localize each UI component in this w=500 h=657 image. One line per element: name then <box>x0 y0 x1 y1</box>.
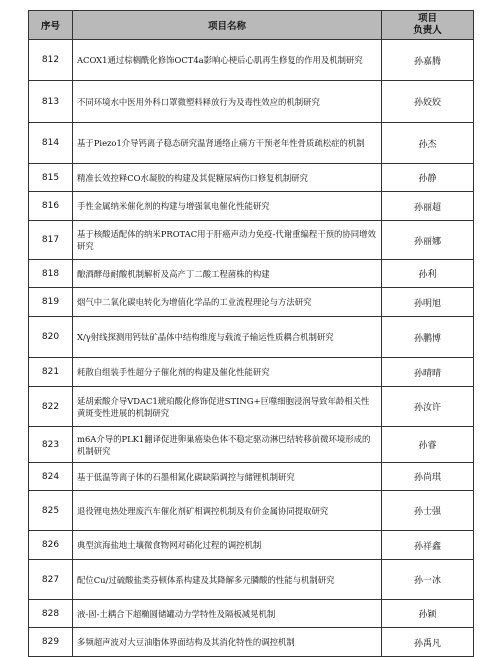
row-lead: 孙士强 <box>382 491 474 531</box>
row-project-name: 耗散自组装手性超分子催化剂的构建及催化性能研究 <box>73 358 382 387</box>
header-lead <box>382 11 474 40</box>
project-list-document <box>28 10 473 657</box>
row-project-name: 多频超声波对大豆油脂体界面结构及其消化特性的调控机制 <box>73 628 382 657</box>
row-lead: 孙汝许 <box>382 387 474 427</box>
table-row <box>29 288 474 317</box>
row-lead: 孙丽娜 <box>382 221 474 260</box>
table-row <box>29 463 474 491</box>
row-project-name: 基于核酸适配体的纳米PROTAC用于肝癌声动力免疫-代谢重编程干预的协同增效研究 <box>73 221 382 260</box>
row-lead: 孙姣姣 <box>382 81 474 123</box>
row-number: 822 <box>29 387 73 427</box>
row-lead: 孙晴晴 <box>382 358 474 387</box>
row-project-name: 退役锂电热处理废汽车催化剂矿相调控机制及有价金属协同提取研究 <box>73 491 382 531</box>
header-seq: 序号 <box>29 11 73 40</box>
row-lead: 孙明旭 <box>382 288 474 317</box>
table-row <box>29 491 474 531</box>
row-lead: 孙尚琪 <box>382 463 474 491</box>
table-row <box>29 164 474 192</box>
row-number: 816 <box>29 192 73 221</box>
table-row <box>29 81 474 123</box>
row-number: 813 <box>29 81 73 123</box>
header-lead-line2: 负责人 <box>413 25 442 36</box>
table-row <box>29 221 474 260</box>
row-number: 827 <box>29 560 73 600</box>
table-row <box>29 40 474 81</box>
row-number: 817 <box>29 221 73 260</box>
row-project-name: X/γ射线探测用钙钛矿晶体中结构维度与载流子输运性质耦合机制研究 <box>73 317 382 358</box>
table-row <box>29 387 474 427</box>
table-row <box>29 192 474 221</box>
row-project-name: 不同环境水中医用外科口罩微塑料释放行为及毒性效应的机制研究 <box>73 81 382 123</box>
row-number: 829 <box>29 628 73 657</box>
row-lead: 孙一冰 <box>382 560 474 600</box>
row-project-name: m6A介导的PLK1翻译促进卵巢癌染色体不稳定驱动淋巴结转移前微环境形成的机制研究 <box>73 427 382 463</box>
row-lead: 孙祥鑫 <box>382 531 474 560</box>
row-lead: 孙利 <box>382 260 474 288</box>
row-number: 818 <box>29 260 73 288</box>
row-lead: 孙睿 <box>382 427 474 463</box>
row-number: 823 <box>29 427 73 463</box>
row-number: 815 <box>29 164 73 192</box>
row-project-name: 精准长效控释CO水凝胶的构建及其促糖尿病伤口修复机制研究 <box>73 164 382 192</box>
row-number: 812 <box>29 40 73 81</box>
table-header <box>29 11 474 40</box>
table-row <box>29 560 474 600</box>
table-body <box>29 40 474 657</box>
row-project-name: 基于Piezo1介导钙离子稳态研究温肾通络止痛方干预老年性骨质疏松症的机制 <box>73 123 382 164</box>
row-lead: 孙杰 <box>382 123 474 164</box>
row-project-name: ACOX1通过棕榈酰化修饰OCT4a影响心梗后心肌再生修复的作用及机制研究 <box>73 40 382 81</box>
row-lead: 孙颖 <box>382 600 474 628</box>
row-lead: 孙嘉腾 <box>382 40 474 81</box>
row-lead: 孙禹凡 <box>382 628 474 657</box>
row-number: 814 <box>29 123 73 164</box>
header-name: 项目名称 <box>73 11 382 40</box>
table-row <box>29 531 474 560</box>
row-project-name: 配位Cu/过硫酸盐类芬顿体系构建及其降解多元膦酸的性能与机制研究 <box>73 560 382 600</box>
project-table <box>28 10 474 657</box>
table-row <box>29 260 474 288</box>
table-row <box>29 317 474 358</box>
table-row <box>29 358 474 387</box>
table-row <box>29 600 474 628</box>
row-lead: 孙静 <box>382 164 474 192</box>
row-number: 825 <box>29 491 73 531</box>
row-lead: 孙丽超 <box>382 192 474 221</box>
row-project-name: 烟气中二氧化碳电转化为增值化学品的工业流程理论与方法研究 <box>73 288 382 317</box>
row-project-name: 延胡索酸介导VDAC1琥珀酸化修饰促进STING+巨噬细胞浸润导致年龄相关性黄斑变性进展的机制研究 <box>73 387 382 427</box>
row-project-name: 液-固-土耦合下超椭圆储罐动力学特性及隔板减晃机制 <box>73 600 382 628</box>
header-row <box>29 11 474 40</box>
table-row <box>29 427 474 463</box>
row-lead: 孙鹏博 <box>382 317 474 358</box>
row-project-name: 典型滨海盐地土壤微食物网对硝化过程的调控机制 <box>73 531 382 560</box>
row-project-name: 手性金属纳米催化剂的构建与增强氧电催化性能研究 <box>73 192 382 221</box>
row-number: 824 <box>29 463 73 491</box>
row-number: 821 <box>29 358 73 387</box>
row-number: 819 <box>29 288 73 317</box>
row-project-name: 酿酒酵母耐酸机制解析及高产丁二酸工程菌株的构建 <box>73 260 382 288</box>
row-number: 820 <box>29 317 73 358</box>
row-number: 826 <box>29 531 73 560</box>
row-project-name: 基于低温等离子体的石墨相氮化碳缺陷调控与储锂机制研究 <box>73 463 382 491</box>
table-row <box>29 628 474 657</box>
table-row <box>29 123 474 164</box>
row-number: 828 <box>29 600 73 628</box>
header-lead-line1: 项目 <box>417 13 437 24</box>
